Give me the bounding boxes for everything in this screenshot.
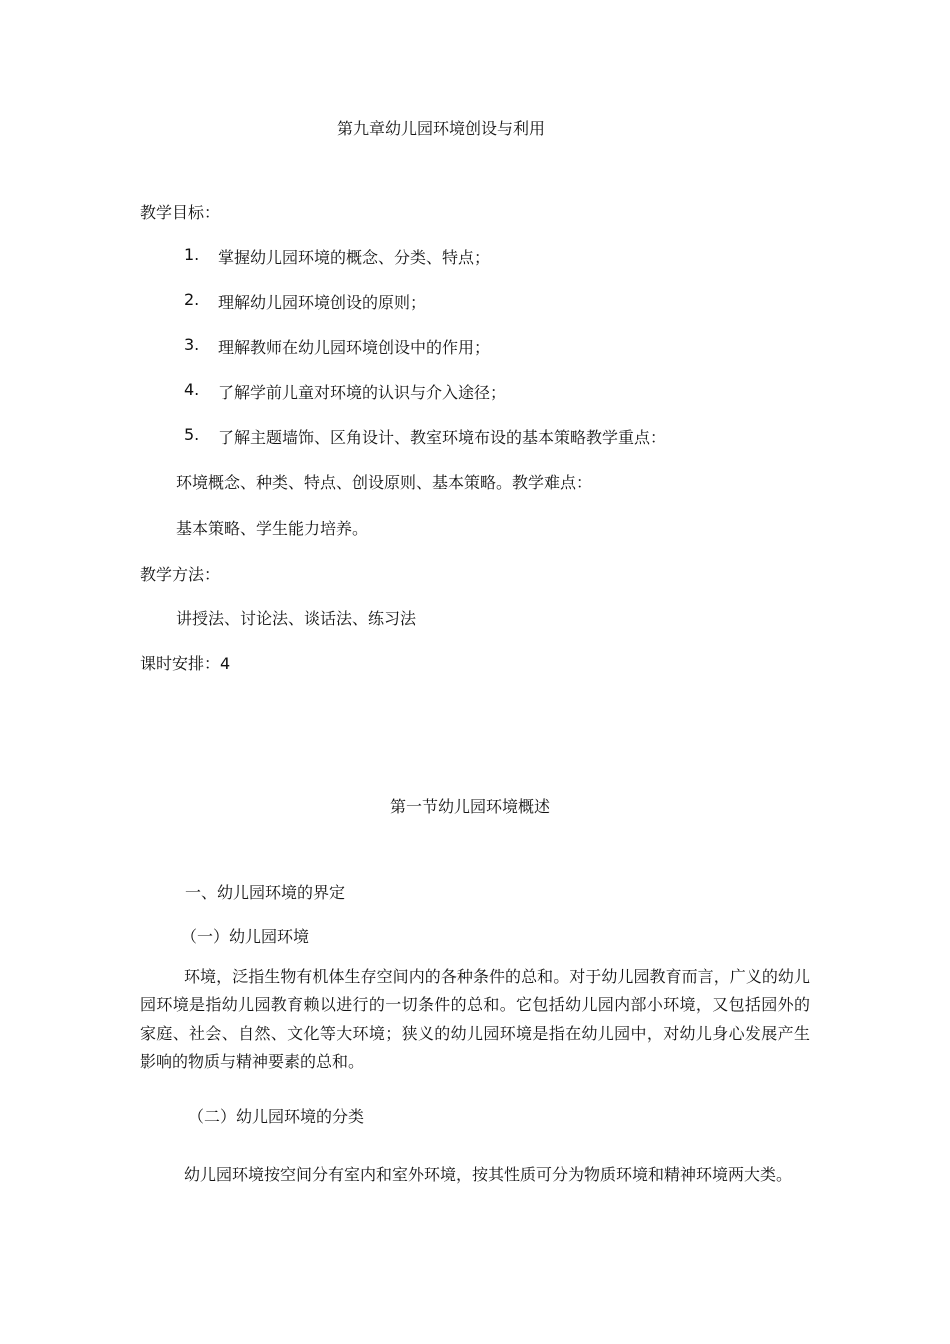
- schedule-text: 课时安排：4: [140, 654, 231, 673]
- objective-num-2: 2.: [184, 290, 200, 309]
- sub2-heading: （二）幼儿园环境的分类: [188, 1107, 365, 1126]
- objectives-heading: 教学目标：: [140, 203, 221, 222]
- key-points-text: 环境概念、种类、特点、创设原则、基本策略。教学难点：: [176, 473, 593, 492]
- objective-num-4: 4.: [184, 380, 200, 399]
- difficulties-text: 基本策略、学生能力培养。: [176, 519, 369, 538]
- sub2-paragraph: 幼儿园环境按空间分有室内和室外环境，按其性质可分为物质环境和精神环境两大类。: [184, 1165, 793, 1184]
- objective-num-5: 5.: [184, 425, 200, 444]
- objective-item-2: 理解幼儿园环境创设的原则；: [218, 293, 427, 312]
- objective-num-3: 3.: [184, 335, 200, 354]
- objective-item-4: 了解学前儿童对环境的认识与介入途径；: [218, 383, 507, 402]
- sub1-paragraph: 环境，泛指生物有机体生存空间内的各种条件的总和。对于幼儿园教育而言，广义的幼儿园环境是指幼儿园教育赖以进行的一切条件的总和。它包括幼儿园内部小环境，又包括园外的家庭、社会、自然、文化等大环境；狭义的幼儿园环境是指在幼儿园中，对幼儿身心发展产生影响的物质与精神要素的总和。: [140, 967, 810, 1071]
- methods-text: 讲授法、讨论法、谈话法、练习法: [176, 609, 417, 628]
- sub1-heading: （一）幼儿园环境: [181, 927, 310, 946]
- methods-heading: 教学方法：: [140, 565, 221, 584]
- objective-item-5: 了解主题墙饰、区角设计、教室环境布设的基本策略教学重点：: [218, 428, 667, 447]
- chapter-title: 第九章幼儿园环境创设与利用: [337, 119, 546, 138]
- section-title: 第一节幼儿园环境概述: [390, 797, 551, 816]
- part1-heading: 一、幼儿园环境的界定: [185, 883, 346, 902]
- objective-item-1: 掌握幼儿园环境的概念、分类、特点；: [218, 248, 491, 267]
- objective-item-3: 理解教师在幼儿园环境创设中的作用；: [218, 338, 491, 357]
- objective-num-1: 1.: [184, 245, 200, 264]
